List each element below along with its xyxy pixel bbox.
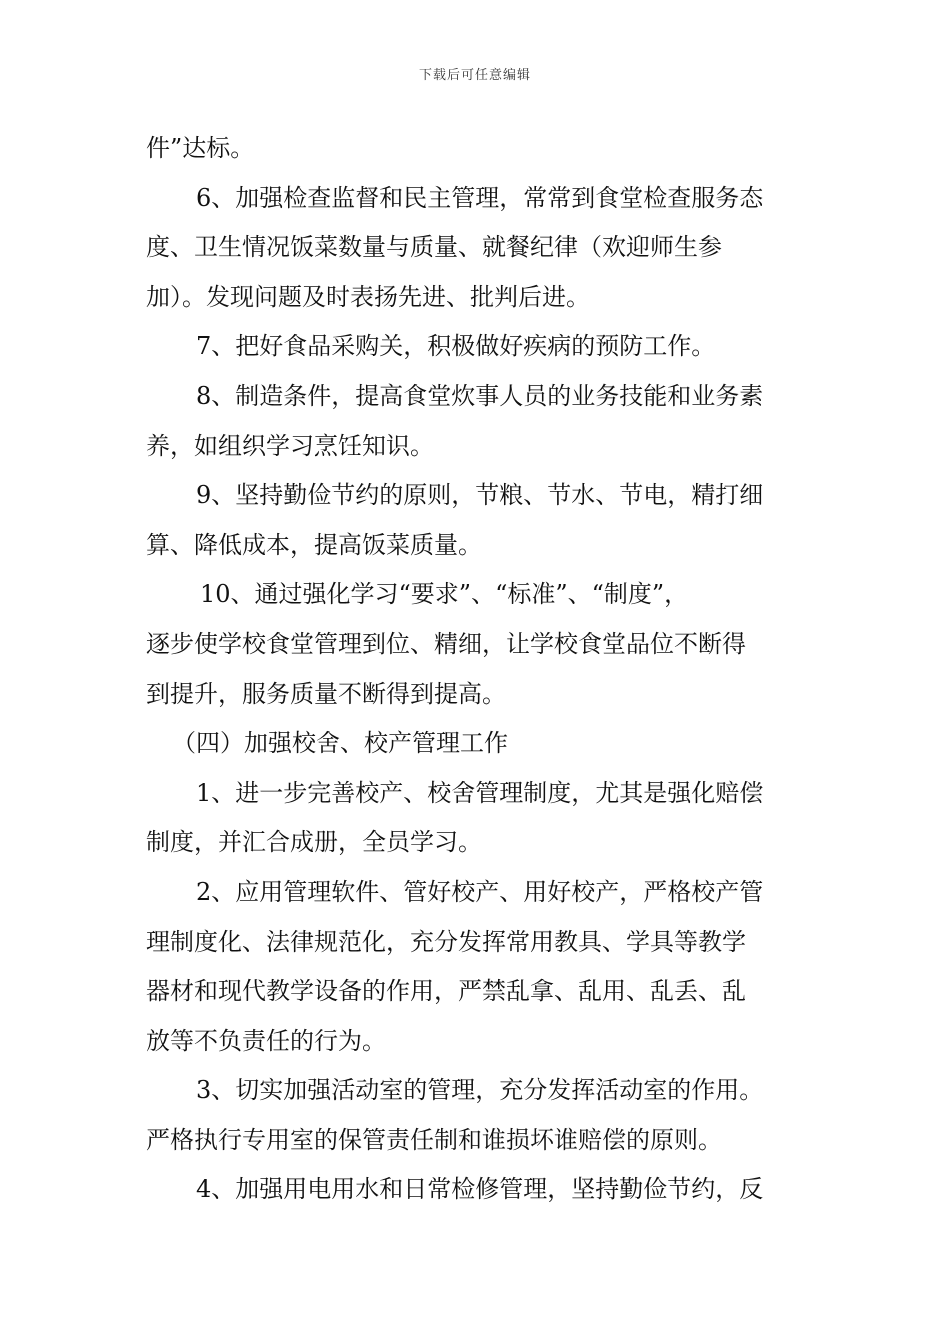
text-line: 算、降低成本，提高饭菜质量。	[146, 530, 482, 559]
text-line: 理制度化、法律规范化，充分发挥常用教具、学具等教学	[146, 927, 746, 956]
paragraph-1: 1、进一步完善校产、校舍管理制度，尤其是强化赔偿	[196, 778, 764, 807]
text-line: 器材和现代教学设备的作用，严禁乱拿、乱用、乱丢、乱	[146, 977, 746, 1006]
text-line: 养，如组织学习烹饪知识。	[146, 431, 434, 460]
paragraph-7: 7、把好食品采购关，积极做好疾病的预防工作。	[196, 332, 716, 361]
document-body	[146, 124, 808, 1215]
text-line: 放等不负责任的行为。	[146, 1026, 386, 1055]
text-line: 件”达标。	[146, 134, 255, 162]
paragraph-4: 4、加强用电用水和日常检修管理，坚持勤俭节约，反	[196, 1175, 764, 1204]
text-line: 严格执行专用室的保管责任制和谁损坏谁赔偿的原则。	[146, 1125, 722, 1154]
paragraph-10: 10、通过强化学习“要求”、“标准”、“制度”，	[200, 580, 689, 609]
paragraph-2: 2、应用管理软件、管好校产、用好校产，严格校产管	[196, 877, 764, 906]
page-header: 下载后可任意编辑	[418, 68, 531, 83]
text-line: 度、卫生情况饭菜数量与质量、就餐纪律（欢迎师生参	[146, 233, 722, 262]
text-line: 加）。发现问题及时表扬先进、批判后进。	[146, 282, 590, 311]
paragraph-3: 3、切实加强活动室的管理，充分发挥活动室的作用。	[196, 1076, 764, 1105]
text-line: 制度，并汇合成册，全员学习。	[146, 828, 482, 857]
text-line: 到提升，服务质量不断得到提高。	[146, 679, 506, 708]
paragraph-9: 9、坚持勤俭节约的原则，节粮、节水、节电，精打细	[196, 481, 764, 510]
text-line: 逐步使学校食堂管理到位、精细，让学校食堂品位不断得	[146, 629, 746, 658]
paragraph-6: 6、加强检查监督和民主管理，常常到食堂检查服务态	[196, 183, 764, 212]
paragraph-8: 8、制造条件，提高食堂炊事人员的业务技能和业务素	[196, 381, 764, 410]
section-heading: （四）加强校舍、校产管理工作	[172, 729, 508, 758]
